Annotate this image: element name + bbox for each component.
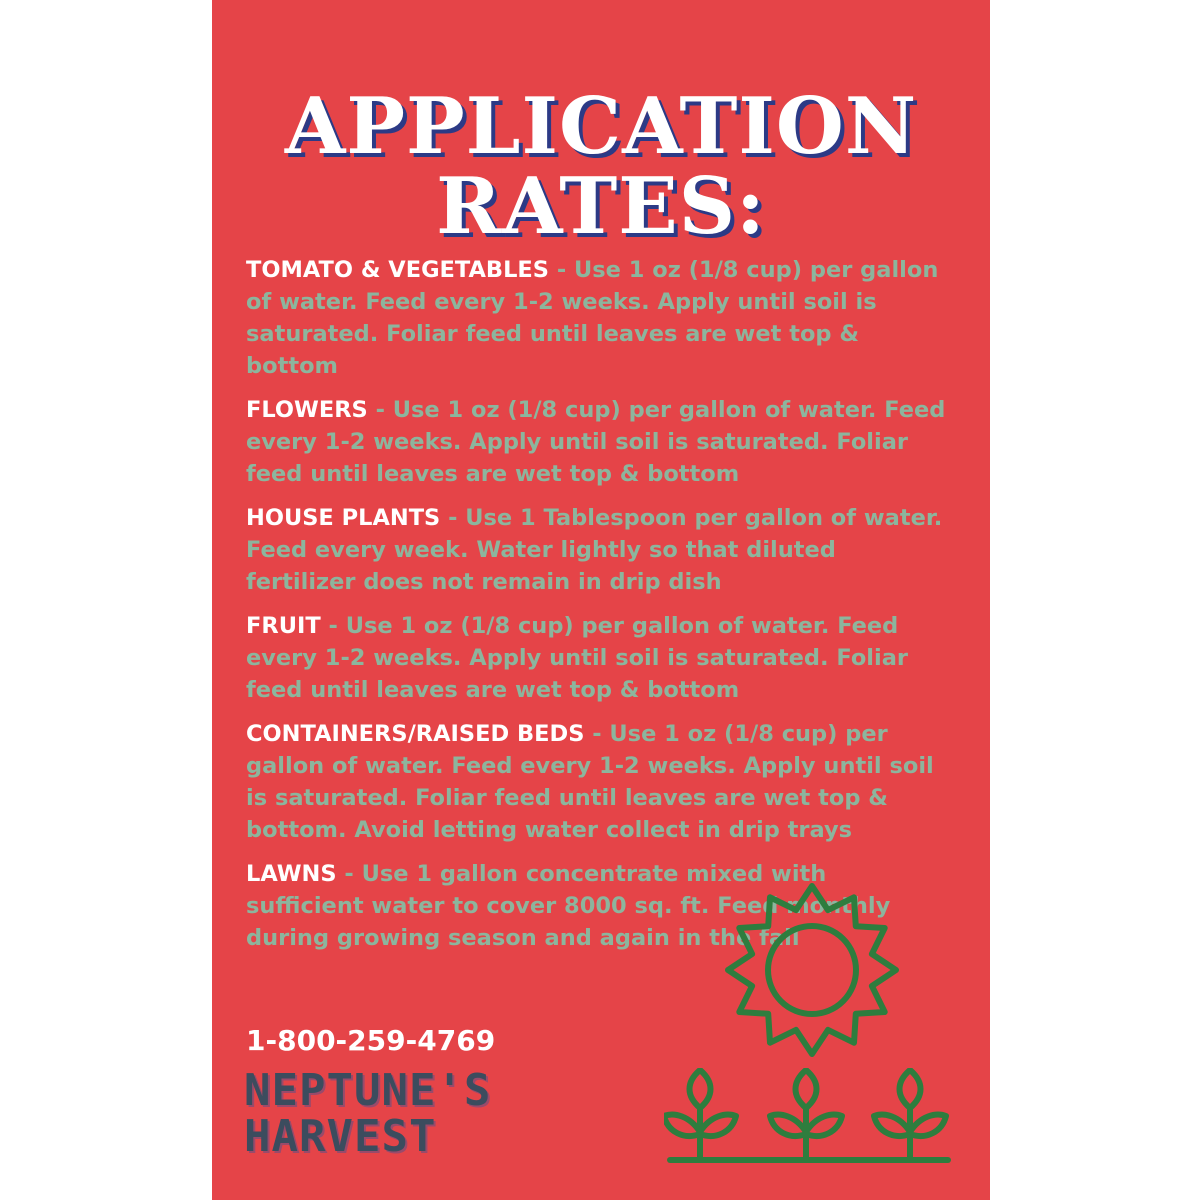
application-rates-card [212, 0, 990, 1200]
phone-number: 1-800-259-4769 [246, 1024, 496, 1057]
rate-entry-house-plants [246, 502, 946, 598]
title-line-1: APPLICATION [284, 81, 918, 172]
rate-entry-containers [246, 718, 946, 846]
rate-label: HOUSE PLANTS [246, 505, 441, 531]
rate-text: - Use 1 oz (1/8 cup) per gallon of water. Feed every 1-2 weeks. Apply until soil is saturated. Foliar feed until leaves are wet top & bottom. Avoid letting water collect in drip trays [246, 721, 934, 843]
brand-line-1: NEPTUNE'S [244, 1065, 492, 1116]
brand-line-2: HARVEST [244, 1111, 437, 1162]
rate-entry-flowers [246, 394, 946, 490]
sun-icon [722, 880, 902, 1060]
rate-label: FLOWERS [246, 397, 368, 423]
rate-entry-tomato [246, 254, 946, 382]
rate-label: LAWNS [246, 861, 337, 887]
rate-text: - Use 1 Tablespoon per gallon of water. Feed every week. Water lightly so that diluted fertilizer does not remain in drip dish [246, 505, 943, 595]
rate-entry-fruit [246, 610, 946, 706]
rate-label: TOMATO & VEGETABLES [246, 257, 549, 283]
rate-text: - Use 1 oz (1/8 cup) per gallon of water. Feed every 1-2 weeks. Apply until soil is saturated. Foliar feed until leaves are wet top & bottom [246, 397, 946, 487]
rate-text: - Use 1 oz (1/8 cup) per gallon of water. Feed every 1-2 weeks. Apply until soil is saturated. Foliar feed until leaves are wet top & bottom [246, 613, 908, 703]
rate-text: - Use 1 oz (1/8 cup) per gallon of water. Feed every 1-2 weeks. Apply until soil is saturated. Foliar feed until leaves are wet top & bottom [246, 257, 939, 379]
sprout-icon [664, 1068, 954, 1168]
brand-logo [244, 1065, 492, 1162]
rate-text: - Use 1 gallon concentrate mixed with sufficient water to cover 8000 sq. ft. Feed monthly during growing season and again in the fall [246, 861, 891, 951]
rates-list [246, 254, 946, 954]
rate-label: FRUIT [246, 613, 321, 639]
rate-label: CONTAINERS/RAISED BEDS [246, 721, 585, 747]
title-line-2: RATES: [436, 161, 766, 252]
